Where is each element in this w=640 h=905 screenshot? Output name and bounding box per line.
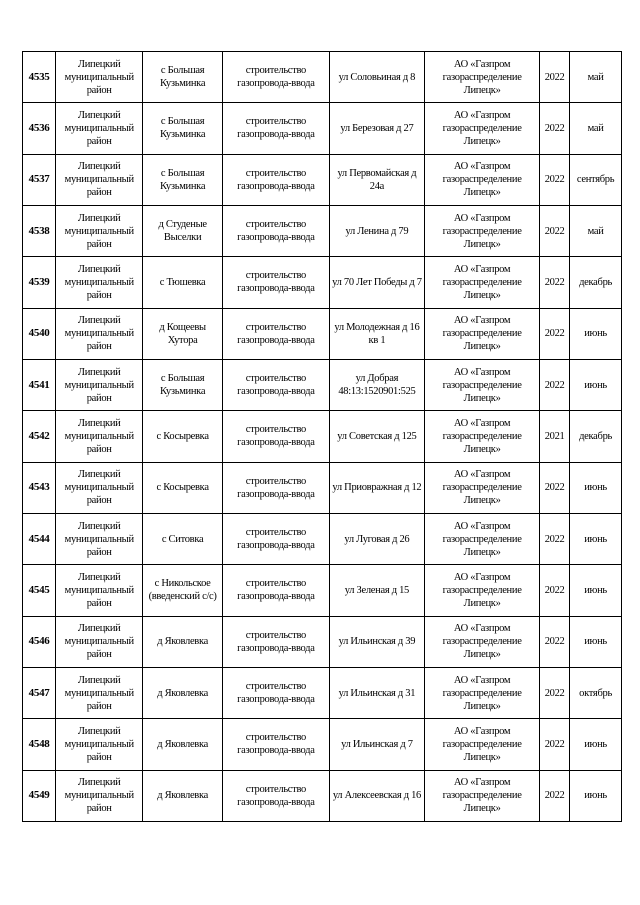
address-cell: ул Ильинская д 31	[329, 667, 424, 718]
organization-cell: АО «Газпром газораспределение Липецк»	[425, 667, 540, 718]
district-cell: Липецкий муниципальный район	[56, 257, 143, 308]
locality-cell: с Большая Кузьминка	[143, 154, 223, 205]
organization-cell: АО «Газпром газораспределение Липецк»	[425, 154, 540, 205]
month-cell: май	[570, 103, 622, 154]
table-row	[23, 719, 622, 770]
month-cell: июнь	[570, 359, 622, 410]
table-row	[23, 462, 622, 513]
row-number: 4541	[23, 359, 56, 410]
year-cell: 2022	[540, 565, 570, 616]
organization-cell: АО «Газпром газораспределение Липецк»	[425, 565, 540, 616]
table-row	[23, 667, 622, 718]
address-cell: ул Добрая 48:13:1520901:525	[329, 359, 424, 410]
work-type-cell: строительство газопровода-ввода	[223, 359, 330, 410]
work-type-cell: строительство газопровода-ввода	[223, 719, 330, 770]
organization-cell: АО «Газпром газораспределение Липецк»	[425, 205, 540, 256]
table-row	[23, 616, 622, 667]
locality-cell: с Большая Кузьминка	[143, 103, 223, 154]
district-cell: Липецкий муниципальный район	[56, 770, 143, 821]
organization-cell: АО «Газпром газораспределение Липецк»	[425, 359, 540, 410]
locality-cell: д Яковлевка	[143, 616, 223, 667]
row-number: 4547	[23, 667, 56, 718]
organization-cell: АО «Газпром газораспределение Липецк»	[425, 103, 540, 154]
work-type-cell: строительство газопровода-ввода	[223, 565, 330, 616]
row-number: 4538	[23, 205, 56, 256]
locality-cell: с Тюшевка	[143, 257, 223, 308]
work-type-cell: строительство газопровода-ввода	[223, 411, 330, 462]
row-number: 4539	[23, 257, 56, 308]
district-cell: Липецкий муниципальный район	[56, 667, 143, 718]
month-cell: май	[570, 52, 622, 103]
year-cell: 2022	[540, 513, 570, 564]
district-cell: Липецкий муниципальный район	[56, 308, 143, 359]
address-cell: ул Соловьиная д 8	[329, 52, 424, 103]
organization-cell: АО «Газпром газораспределение Липецк»	[425, 513, 540, 564]
month-cell: июнь	[570, 462, 622, 513]
month-cell: июнь	[570, 513, 622, 564]
year-cell: 2022	[540, 308, 570, 359]
address-cell: ул Советская д 125	[329, 411, 424, 462]
address-cell: ул Зеленая д 15	[329, 565, 424, 616]
district-cell: Липецкий муниципальный район	[56, 462, 143, 513]
district-cell: Липецкий муниципальный район	[56, 205, 143, 256]
month-cell: июнь	[570, 770, 622, 821]
year-cell: 2022	[540, 719, 570, 770]
district-cell: Липецкий муниципальный район	[56, 719, 143, 770]
district-cell: Липецкий муниципальный район	[56, 411, 143, 462]
table-row	[23, 359, 622, 410]
work-type-cell: строительство газопровода-ввода	[223, 308, 330, 359]
month-cell: июнь	[570, 719, 622, 770]
district-cell: Липецкий муниципальный район	[56, 565, 143, 616]
month-cell: октябрь	[570, 667, 622, 718]
work-type-cell: строительство газопровода-ввода	[223, 154, 330, 205]
row-number: 4537	[23, 154, 56, 205]
year-cell: 2022	[540, 770, 570, 821]
row-number: 4543	[23, 462, 56, 513]
address-cell: ул Ильинская д 7	[329, 719, 424, 770]
address-cell: ул Ленина д 79	[329, 205, 424, 256]
year-cell: 2022	[540, 667, 570, 718]
row-number: 4540	[23, 308, 56, 359]
table-row	[23, 52, 622, 103]
table-row	[23, 154, 622, 205]
district-cell: Липецкий муниципальный район	[56, 359, 143, 410]
year-cell: 2022	[540, 359, 570, 410]
organization-cell: АО «Газпром газораспределение Липецк»	[425, 770, 540, 821]
locality-cell: с Косыревка	[143, 411, 223, 462]
locality-cell: д Студеные Выселки	[143, 205, 223, 256]
row-number: 4542	[23, 411, 56, 462]
locality-cell: с Большая Кузьминка	[143, 52, 223, 103]
organization-cell: АО «Газпром газораспределение Липецк»	[425, 52, 540, 103]
table-row	[23, 308, 622, 359]
work-type-cell: строительство газопровода-ввода	[223, 52, 330, 103]
organization-cell: АО «Газпром газораспределение Липецк»	[425, 308, 540, 359]
work-type-cell: строительство газопровода-ввода	[223, 616, 330, 667]
work-type-cell: строительство газопровода-ввода	[223, 667, 330, 718]
district-cell: Липецкий муниципальный район	[56, 616, 143, 667]
year-cell: 2022	[540, 462, 570, 513]
organization-cell: АО «Газпром газораспределение Липецк»	[425, 616, 540, 667]
month-cell: декабрь	[570, 411, 622, 462]
district-cell: Липецкий муниципальный район	[56, 513, 143, 564]
locality-cell: с Косыревка	[143, 462, 223, 513]
table-row	[23, 257, 622, 308]
row-number: 4546	[23, 616, 56, 667]
row-number: 4544	[23, 513, 56, 564]
month-cell: июнь	[570, 616, 622, 667]
district-cell: Липецкий муниципальный район	[56, 103, 143, 154]
table-row	[23, 205, 622, 256]
table-row	[23, 513, 622, 564]
locality-cell: с Большая Кузьминка	[143, 359, 223, 410]
locality-cell: д Яковлевка	[143, 770, 223, 821]
address-cell: ул Приовражная д 12	[329, 462, 424, 513]
address-cell: ул Луговая д 26	[329, 513, 424, 564]
district-cell: Липецкий муниципальный район	[56, 52, 143, 103]
table-row	[23, 770, 622, 821]
row-number: 4548	[23, 719, 56, 770]
work-type-cell: строительство газопровода-ввода	[223, 205, 330, 256]
organization-cell: АО «Газпром газораспределение Липецк»	[425, 462, 540, 513]
year-cell: 2022	[540, 257, 570, 308]
work-type-cell: строительство газопровода-ввода	[223, 770, 330, 821]
address-cell: ул Ильинская д 39	[329, 616, 424, 667]
work-type-cell: строительство газопровода-ввода	[223, 103, 330, 154]
address-cell: ул Алексеевская д 16	[329, 770, 424, 821]
year-cell: 2021	[540, 411, 570, 462]
work-type-cell: строительство газопровода-ввода	[223, 462, 330, 513]
address-cell: ул Первомайская д 24а	[329, 154, 424, 205]
row-number: 4535	[23, 52, 56, 103]
year-cell: 2022	[540, 103, 570, 154]
locality-cell: д Яковлевка	[143, 719, 223, 770]
month-cell: май	[570, 205, 622, 256]
address-cell: ул Березовая д 27	[329, 103, 424, 154]
month-cell: декабрь	[570, 257, 622, 308]
locality-cell: с Никольское (введенский с/с)	[143, 565, 223, 616]
gasification-schedule-table	[22, 51, 622, 822]
month-cell: сентябрь	[570, 154, 622, 205]
work-type-cell: строительство газопровода-ввода	[223, 257, 330, 308]
row-number: 4545	[23, 565, 56, 616]
table-row	[23, 411, 622, 462]
locality-cell: д Кощеевы Хутора	[143, 308, 223, 359]
organization-cell: АО «Газпром газораспределение Липецк»	[425, 411, 540, 462]
year-cell: 2022	[540, 205, 570, 256]
table-row	[23, 103, 622, 154]
row-number: 4549	[23, 770, 56, 821]
address-cell: ул Молодежная д 16 кв 1	[329, 308, 424, 359]
year-cell: 2022	[540, 154, 570, 205]
locality-cell: с Ситовка	[143, 513, 223, 564]
work-type-cell: строительство газопровода-ввода	[223, 513, 330, 564]
organization-cell: АО «Газпром газораспределение Липецк»	[425, 719, 540, 770]
month-cell: июнь	[570, 565, 622, 616]
locality-cell: д Яковлевка	[143, 667, 223, 718]
address-cell: ул 70 Лет Победы д 7	[329, 257, 424, 308]
district-cell: Липецкий муниципальный район	[56, 154, 143, 205]
month-cell: июнь	[570, 308, 622, 359]
row-number: 4536	[23, 103, 56, 154]
table-row	[23, 565, 622, 616]
year-cell: 2022	[540, 52, 570, 103]
organization-cell: АО «Газпром газораспределение Липецк»	[425, 257, 540, 308]
table-body	[23, 52, 622, 822]
year-cell: 2022	[540, 616, 570, 667]
